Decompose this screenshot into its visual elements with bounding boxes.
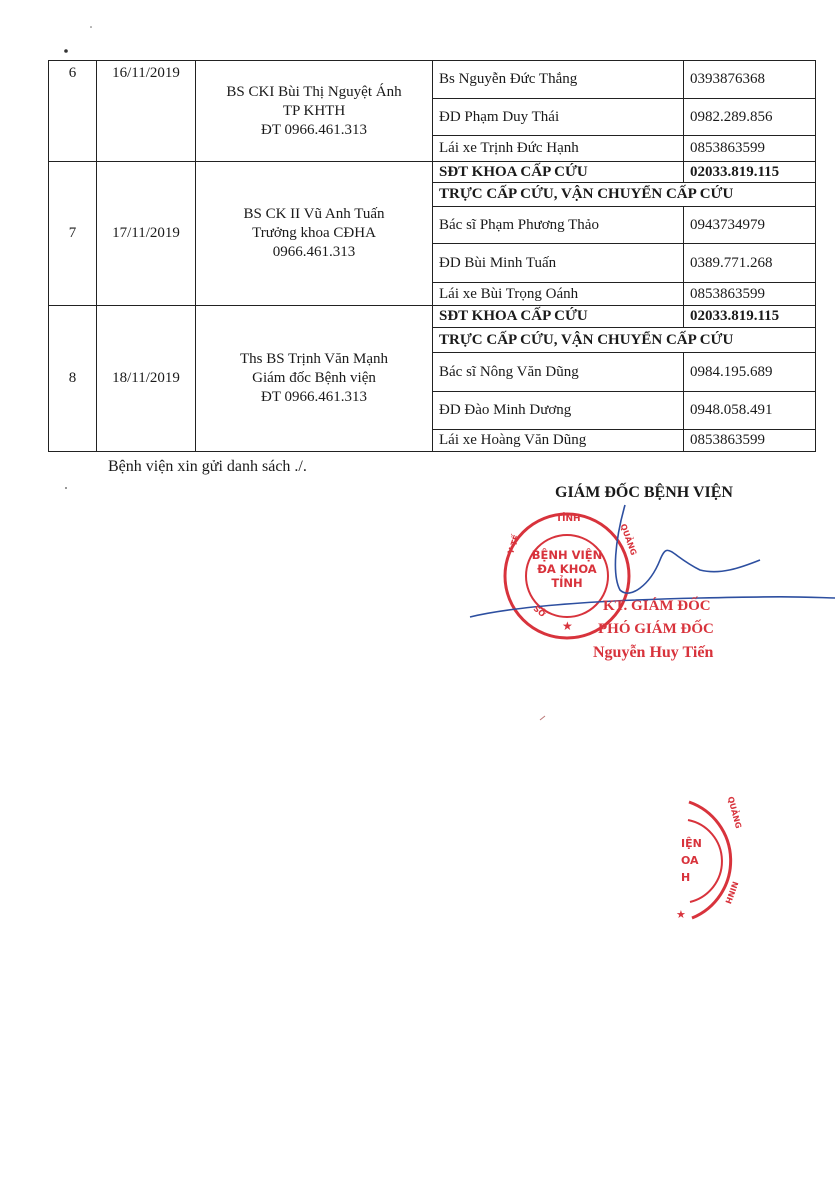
leader-phone: ĐT 0966.461.313 (261, 389, 367, 405)
stamp-line: IỆN (681, 837, 702, 850)
staff-name: Lái xe Hoàng Văn Dũng (433, 430, 684, 452)
row-number: 6 (49, 61, 97, 162)
staff-name: Lái xe Bùi Trọng Oánh (433, 283, 684, 306)
stamp-line: OA (681, 854, 699, 867)
staff-phone: 0943734979 (684, 207, 816, 244)
staff-name: ĐD Phạm Duy Thái (433, 99, 684, 136)
leader-phone: ĐT 0966.461.313 (261, 121, 367, 138)
staff-phone: 0853863599 (684, 283, 816, 306)
stamp-center-text (530, 548, 604, 590)
leader-position: TP KHTH (282, 102, 346, 119)
leader-name: BS CKI Bùi Thị Nguyệt Ánh (226, 83, 402, 100)
row-date: 18/11/2019 (97, 306, 196, 452)
row-number: 7 (49, 162, 97, 306)
stamp-line: BỆNH VIỆN (531, 548, 603, 562)
staff-name: ĐD Đào Minh Dương (433, 392, 684, 430)
row-date: 16/11/2019 (97, 61, 196, 162)
staff-phone: 0389.771.268 (684, 244, 816, 283)
staff-name: Lái xe Trịnh Đức Hạnh (433, 136, 684, 162)
closing-note: Bệnh viện xin gửi danh sách ./. (108, 458, 307, 475)
leader-name: BS CK II Vũ Anh Tuấn (243, 206, 385, 222)
stamp-ring-bottom: SỞ (531, 603, 548, 620)
signature-title: GIÁM ĐỐC BỆNH VIỆN (555, 484, 733, 501)
hotline-phone: 02033.819.115 (684, 162, 816, 183)
staff-phone: 0984.195.689 (684, 353, 816, 392)
signature-kt: KT. GIÁM ĐỐC (603, 598, 711, 614)
staff-name: ĐD Bùi Minh Tuấn (433, 244, 684, 283)
staff-phone: 0982.289.856 (684, 99, 816, 136)
row-date: 17/11/2019 (97, 162, 196, 306)
staff-name: Bác sĩ Phạm Phương Thảo (433, 207, 684, 244)
hotline-label: SĐT KHOA CẤP CỨU (433, 162, 684, 183)
signature-deputy: PHÓ GIÁM ĐỐC (598, 621, 714, 637)
partial-stamp-ring-top: QUẢNG (725, 795, 743, 830)
leader-position: Trưởng khoa CĐHA (252, 225, 376, 241)
duty-label: TRỰC CẤP CỨU, VẬN CHUYỂN CẤP CỨU (433, 328, 816, 353)
stamp-ring-left: Y TẾ (506, 533, 522, 556)
partial-stamp-text (681, 835, 715, 886)
leader-position: Giám đốc Bệnh viện (252, 370, 376, 386)
stamp-ring-top: TỈNH (556, 514, 581, 524)
row-number: 8 (49, 306, 97, 452)
staff-name: Bs Nguyễn Đức Thắng (433, 61, 684, 99)
svg-text:★: ★ (562, 619, 573, 633)
svg-text:★: ★ (676, 908, 686, 921)
stamp-ring-right: QUẢNG (618, 522, 639, 557)
partial-stamp-ring-right: NINH (723, 880, 740, 905)
staff-name: Bác sĩ Nông Văn Dũng (433, 353, 684, 392)
staff-phone: 0853863599 (684, 430, 816, 452)
stamp-line: TỈNH (551, 576, 583, 590)
staff-phone: 0853863599 (684, 136, 816, 162)
stamp-line: H (681, 871, 691, 884)
leader-phone: 0966.461.313 (272, 244, 356, 260)
staff-phone: 0393876368 (684, 61, 816, 99)
hotline-label: SĐT KHOA CẤP CỨU (433, 306, 684, 328)
hotline-phone: 02033.819.115 (684, 306, 816, 328)
duty-label: TRỰC CẤP CỨU, VẬN CHUYỂN CẤP CỨU (433, 183, 816, 207)
staff-phone: 0948.058.491 (684, 392, 816, 430)
leader-name: Ths BS Trịnh Văn Mạnh (239, 351, 389, 367)
stamp-line: ĐA KHOA (537, 562, 597, 576)
signature-name: Nguyễn Huy Tiến (593, 644, 714, 661)
